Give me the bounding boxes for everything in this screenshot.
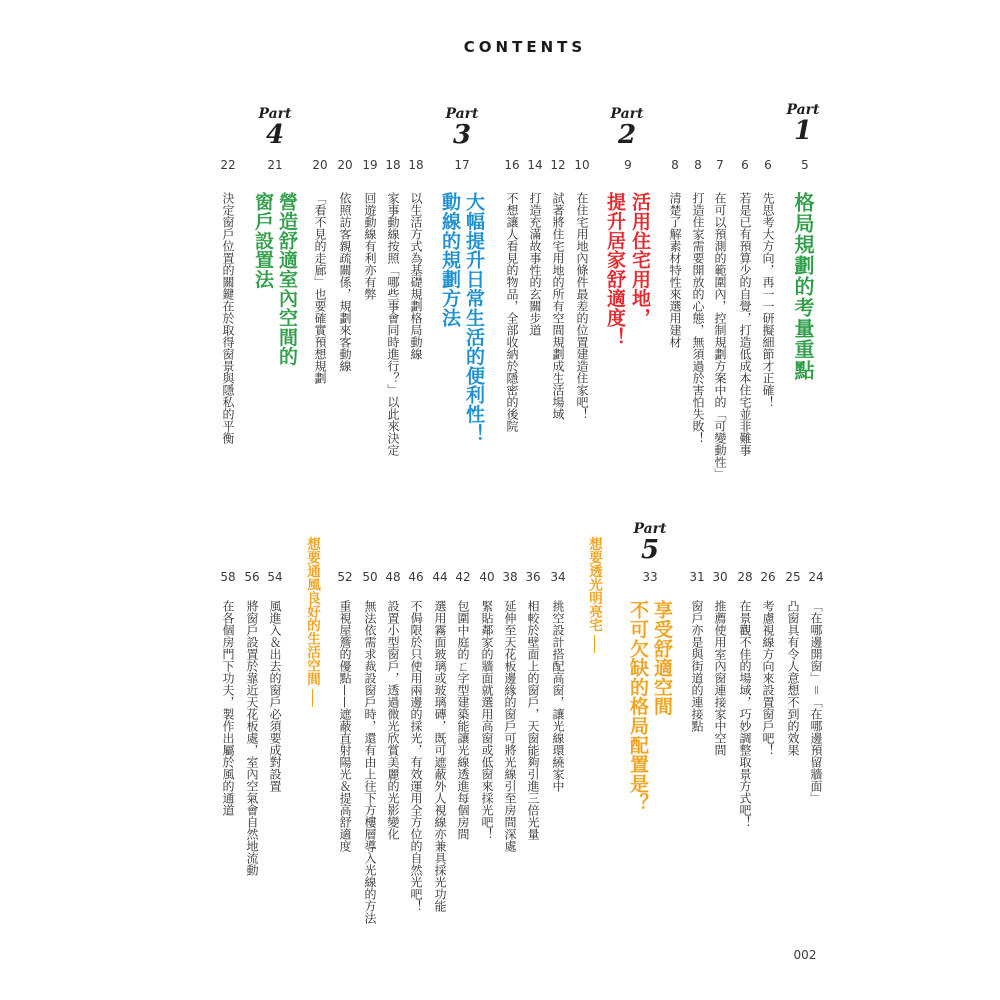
- toc-entry-title: 若是已有預算少的自覺，打造低成本住宅並非難事: [738, 192, 752, 456]
- part-number: 3: [452, 120, 472, 150]
- section-title: 想要透光明亮宅: [586, 537, 602, 632]
- toc-page-number: 6: [741, 158, 749, 172]
- toc-entry-title: 不侷限於只使用兩邊的採光，有效運用全方位的自然光吧！: [409, 600, 423, 912]
- toc-page-number: 7: [716, 158, 724, 172]
- part-3-label: [432, 106, 492, 148]
- toc-entry-title: 清楚了解素材特性來選用建材: [668, 192, 682, 348]
- toc-page-number: 56: [244, 570, 260, 584]
- toc-entry: [497, 158, 527, 432]
- toc-entry-title: 在景觀不佳的場域，巧妙調整取景方式吧！: [738, 600, 752, 828]
- section-rule: [594, 635, 595, 653]
- toc-entry: [660, 158, 690, 348]
- toc-entry-title: 「看不見的走廊」也要確實預想規劃: [313, 192, 327, 384]
- toc-entry-title: 試著將住宅用地的所有空間規劃成生活場域: [551, 192, 565, 420]
- toc-entry-title: 不想讓人看見的物品，全部收納於隱密的後院: [505, 192, 519, 432]
- toc-entry-title: 選用霧面玻璃或玻璃磚，既可遮蔽外人視線亦兼具採光功能: [433, 600, 447, 912]
- toc-page-number: 42: [455, 570, 471, 584]
- toc-page-number: 40: [479, 570, 495, 584]
- part-3-heading-line-2: 動線的規劃方法: [439, 192, 461, 328]
- toc-entry-title: 風進入＆出去的窗戶必須要成對設置: [268, 600, 282, 792]
- toc-entry-title: 在可以預測的範圍內，控制規劃方案中的「可變動性」: [713, 192, 727, 480]
- toc-entry-title: 相較於壁面上的窗戶，天窗能夠引進三倍光量: [526, 600, 540, 840]
- part-word: Part: [610, 106, 644, 122]
- toc-entry-title: 延伸至天花板邊緣的窗戶可將光線引至房間深處: [503, 600, 517, 852]
- toc-entry-title: 以生活方式為基礎規劃格局動線: [409, 192, 423, 360]
- part-4-page-number: 21: [267, 158, 283, 172]
- toc-page-number: 19: [362, 158, 378, 172]
- part-number: 2: [617, 120, 637, 150]
- toc-page-number: 28: [737, 570, 753, 584]
- toc-page-number: 36: [525, 570, 541, 584]
- part-3-page-number: 17: [454, 158, 470, 172]
- section-label-light: [586, 537, 602, 653]
- part-1-heading: 格局規劃的考量重點: [791, 192, 815, 381]
- toc-entry-title: 包圍中庭的ㄈ字型建築能讓光線透進每個房間: [456, 600, 470, 840]
- toc-page-number: 22: [220, 158, 236, 172]
- section-title: 想要通風良好的生活空間: [304, 537, 320, 686]
- toc-page-number: 48: [385, 570, 401, 584]
- part-5-heading-line-1: 享受舒適空間: [651, 600, 673, 716]
- toc-entry-title: 在住宅用地內條件最差的位置建造住家吧！: [575, 192, 589, 420]
- part-word: Part: [633, 521, 667, 537]
- toc-entry-title: 家事動線按照「哪些事會同時進行？」以此來決定: [386, 192, 400, 456]
- part-2-heading-line-1: 活用住宅用地，: [629, 192, 651, 328]
- toc-entry-title: 推薦使用室內窗連接家中空間: [713, 600, 727, 756]
- toc-entry-title: 挑空設計搭配高窗，讓光線環繞家中: [551, 600, 565, 792]
- toc-entry-title: 設置小型窗戶，透過微光欣賞美麗的光影變化: [386, 600, 400, 840]
- toc-entry-title: 緊貼鄰家的牆面就選用高窗或低窗來採光吧！: [480, 600, 494, 840]
- toc-page-number: 6: [764, 158, 772, 172]
- toc-entry-title: 重視屋簷的優點——遮蔽直射陽光＆提高舒適度: [338, 600, 352, 852]
- toc-page-number: 16: [504, 158, 520, 172]
- toc-page-number: 8: [694, 158, 702, 172]
- toc-page-number: 20: [337, 158, 353, 172]
- toc-entry-title: 凸窗具有令人意想不到的效果: [786, 600, 800, 756]
- part-5-page-number: 33: [642, 570, 658, 584]
- section-rule: [312, 689, 313, 707]
- toc-page-number: 18: [408, 158, 424, 172]
- part-5-label: [620, 521, 680, 563]
- part-2-label: [597, 106, 657, 148]
- part-1-label: [773, 102, 833, 144]
- part-number: 1: [793, 116, 813, 146]
- contents-title: CONTENTS: [463, 38, 587, 56]
- toc-entry: [213, 158, 243, 444]
- toc-entry: [682, 570, 712, 732]
- toc-entry-title: 無法依需求裁設窗戶時，還有由上往下方樓層導入光線的方法: [363, 600, 377, 924]
- toc-page-number: 54: [267, 570, 283, 584]
- part-number: 4: [265, 120, 285, 150]
- toc-entry-title: 將窗戶設置於靠近天花板處，室內空氣會自然地流動: [245, 600, 259, 876]
- toc-entry: [330, 570, 360, 852]
- toc-page-number: 8: [671, 158, 679, 172]
- toc-page-number: 38: [502, 570, 518, 584]
- toc-entry: [213, 570, 243, 816]
- toc-entry-title: 在各個房門下功夫，製作出屬於風的通道: [221, 600, 235, 816]
- toc-page-number: 50: [362, 570, 378, 584]
- toc-page-number: 46: [408, 570, 424, 584]
- part-1-page-number: 5: [801, 158, 809, 172]
- toc-entry-title: 先思考大方向，再一一研擬細節才正確！: [761, 192, 775, 408]
- toc-entry-title: 考慮視線方向來設置窗戶吧！: [761, 600, 775, 756]
- folio-page-number: 002: [793, 948, 817, 962]
- toc-entry-title: 打造充滿故事性的玄關步道: [528, 192, 542, 336]
- part-5-heading-line-2: 不可欠缺的格局配置是？: [627, 600, 649, 813]
- toc-page-number: 26: [760, 570, 776, 584]
- toc-page-number: 18: [385, 158, 401, 172]
- toc-page-number: 20: [312, 158, 328, 172]
- toc-page-number: 58: [220, 570, 236, 584]
- part-number: 5: [640, 535, 660, 565]
- part-word: Part: [258, 106, 292, 122]
- toc-entry-title: 「在哪邊開窗」＝「在哪邊預留牆面」: [809, 600, 823, 805]
- toc-page-number: 44: [432, 570, 448, 584]
- part-2-heading-line-2: 提升居家舒適度！: [604, 192, 626, 347]
- toc-page-number: 10: [574, 158, 590, 172]
- section-label-ventilation: [304, 537, 320, 707]
- part-4-heading-line-2: 窗戶設置法: [252, 192, 274, 289]
- toc-page-number: 12: [550, 158, 566, 172]
- toc-entry-title: 打造住家需要開放的心態，無須過於害怕失敗！: [691, 192, 705, 444]
- toc-page-number: 14: [527, 158, 543, 172]
- toc-page-number: 24: [808, 570, 824, 584]
- part-3-heading-line-1: 大幅提升日常生活的便利性！: [463, 192, 485, 443]
- toc-entry-title: 窗戶亦是與街道的連接點: [690, 600, 704, 732]
- part-word: Part: [786, 102, 820, 118]
- toc-entry: [305, 158, 335, 384]
- toc-entry-title: 回遊動線有利亦有弊: [363, 192, 377, 300]
- part-2-page-number: 9: [624, 158, 632, 172]
- toc-page-number: 34: [550, 570, 566, 584]
- toc-page-number: 30: [712, 570, 728, 584]
- toc-page-number: 52: [337, 570, 353, 584]
- part-4-heading-line-1: 營造舒適室內空間的: [276, 192, 298, 366]
- toc-entry-title: 依照訪客親疏關係，規劃來客動線: [338, 192, 352, 372]
- part-word: Part: [445, 106, 479, 122]
- toc-entry-title: 決定窗戶位置的關鍵在於取得窗景與隱私的平衡: [221, 192, 235, 444]
- toc-page-number: 31: [689, 570, 705, 584]
- toc-page-number: 25: [785, 570, 801, 584]
- part-4-label: [245, 106, 305, 148]
